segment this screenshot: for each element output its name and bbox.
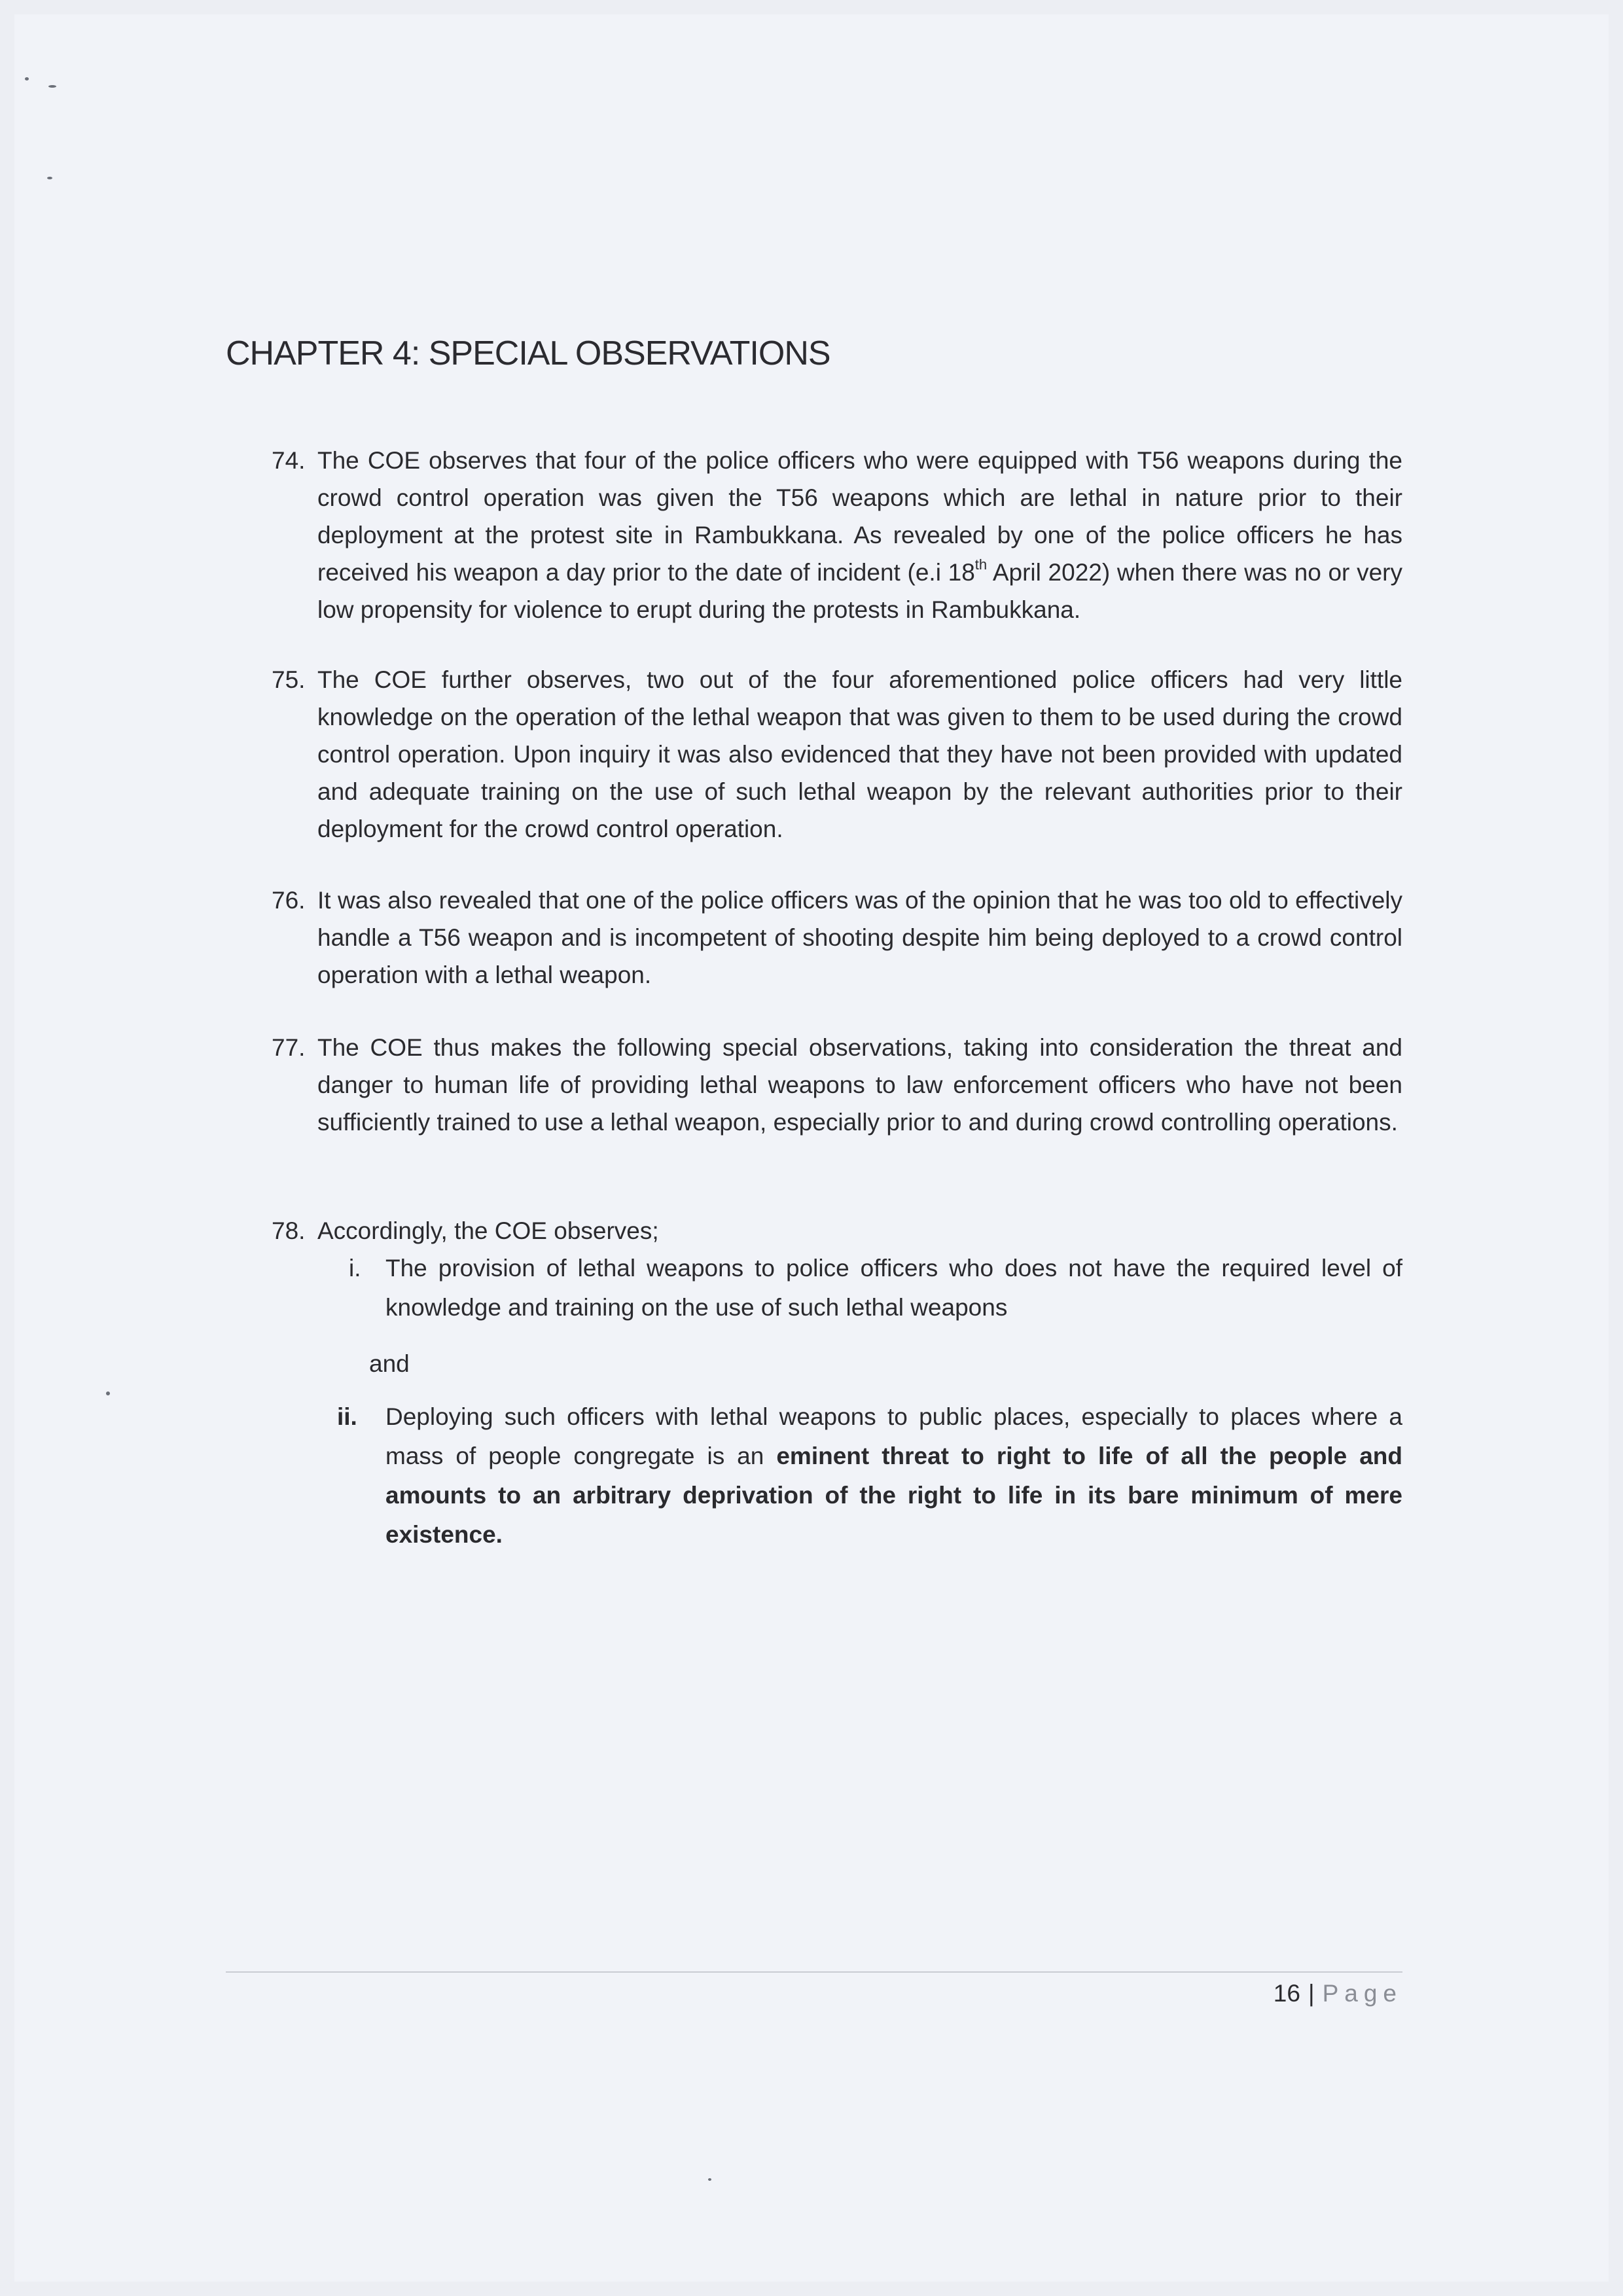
paragraph-78: [272, 1212, 1402, 1249]
page-number: 16: [1273, 1980, 1300, 2007]
ordinal-suffix: th: [974, 556, 988, 573]
conjunction-text: and: [369, 1350, 410, 1377]
sub-item-text-regular: Deploying such officers with lethal weapons to public places, especially to places where a mass of people congregate is an: [385, 1403, 1402, 1469]
sub-item-numeral: ii.: [337, 1403, 357, 1430]
footer-divider: [226, 1971, 1402, 1973]
paragraph-text-part: The COE observes that four of the police officers who were equipped with T56 weapons during the crowd control operation was given the T56 weapons which are lethal in nature prior to their deployment at the protest site in Rambukkana. As revealed by one of the police officers he has received his weapon a day prior to the date of incident (e.i 18: [317, 447, 1402, 586]
scan-speck: [106, 1391, 110, 1395]
paragraph-text: The COE further observes, two out of the four aforementioned police officers had very little knowledge on the operation of the lethal weapon that was given to them to be used during the crowd control operation. Upon inquiry it was also evidenced that they have not been provided with updated and adequate training on the use of such lethal weapon by the relevant authorities prior to their deployment for the crowd control operation.: [317, 666, 1402, 842]
sub-item-ii: [317, 1397, 1402, 1554]
scan-speck: [47, 177, 52, 179]
chapter-title: CHAPTER 4: SPECIAL OBSERVATIONS: [226, 334, 830, 372]
page-footer: [1263, 1980, 1402, 2007]
paragraph-number: 78.: [272, 1217, 306, 1244]
page-label: Page: [1322, 1980, 1402, 2007]
page-separator: |: [1308, 1980, 1315, 2007]
paragraph-number: 77.: [272, 1034, 306, 1061]
sub-item-text: The provision of lethal weapons to police officers who does not have the required level of knowledge and training on the use of such lethal weapons: [385, 1255, 1402, 1321]
paragraph-75: [272, 661, 1402, 848]
paragraph-number: 75.: [272, 666, 306, 693]
paragraph-number: 74.: [272, 447, 306, 474]
paragraph-76: [272, 882, 1402, 994]
sub-item-i: [317, 1249, 1402, 1327]
paragraph-text: The COE thus makes the following special observations, taking into consideration the threat and danger to human life of providing lethal weapons to law enforcement officers who have not been sufficiently trained to use a lethal weapon, especially prior to and during crowd controlling operations.: [317, 1034, 1402, 1136]
sub-item-text: [385, 1397, 1402, 1554]
scan-speck: [708, 2178, 711, 2181]
paragraph-text-part: April 2022) when there was no or very low propensity for violence to erupt during the protests in Rambukkana.: [317, 559, 1402, 623]
paragraph-77: [272, 1029, 1402, 1141]
paragraph-74: [272, 442, 1402, 628]
paragraph-number: 76.: [272, 887, 306, 914]
scan-speck: [25, 77, 29, 81]
scan-speck: [48, 85, 56, 88]
paragraph-text: Accordingly, the COE observes;: [317, 1217, 659, 1244]
paragraph-text: [317, 442, 1402, 628]
sub-item-text-bold: eminent threat to right to life of all the people and amounts to an arbitrary deprivation of the right to life in its bare minimum of mere existence.: [385, 1443, 1402, 1548]
sub-item-numeral: i.: [349, 1255, 361, 1282]
paragraph-text: It was also revealed that one of the police officers was of the opinion that he was too old to effectively handle a T56 weapon and is incompetent of shooting despite him being deployed to a crowd control operation with a lethal weapon.: [317, 887, 1402, 988]
